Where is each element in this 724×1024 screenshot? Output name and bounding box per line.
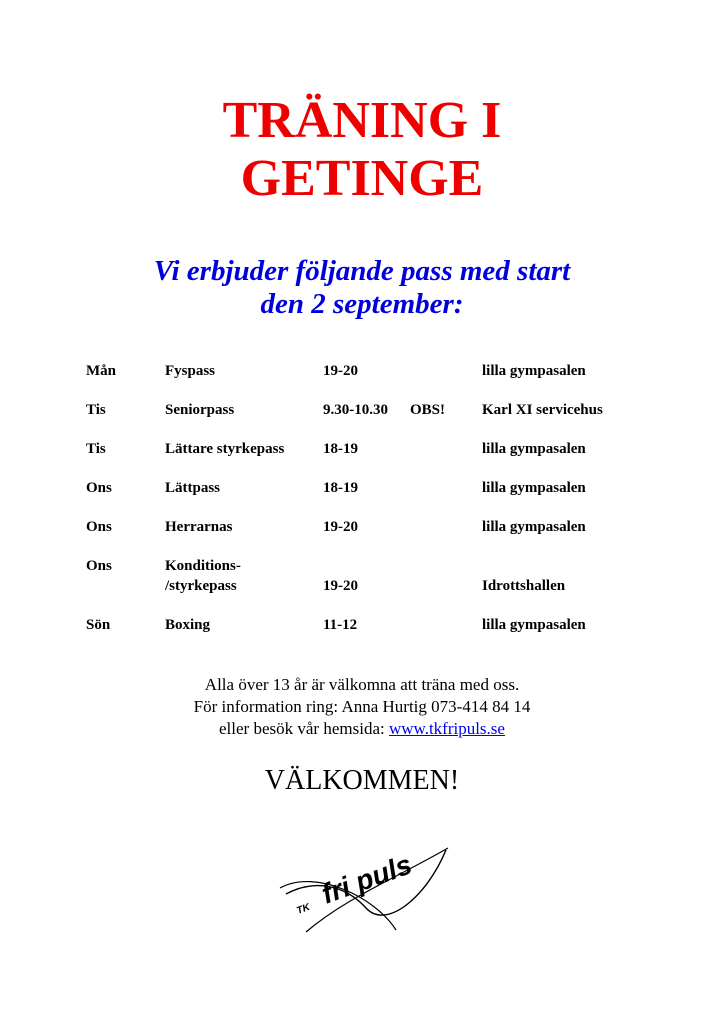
info-text bbox=[0, 674, 724, 740]
subtitle bbox=[0, 255, 724, 321]
schedule-time: 11-12 bbox=[323, 617, 358, 633]
schedule-day: Ons bbox=[86, 558, 112, 574]
schedule-activity: Herrarnas bbox=[165, 519, 233, 535]
schedule-time: 9.30-10.30 bbox=[323, 402, 388, 418]
schedule-place: lilla gympasalen bbox=[482, 480, 586, 496]
info-line-2: För information ring: Anna Hurtig 073-414 84 14 bbox=[193, 697, 531, 716]
schedule-place: lilla gympasalen bbox=[482, 519, 586, 535]
schedule-place: lilla gympasalen bbox=[482, 441, 586, 457]
schedule-time: 19-20 bbox=[323, 519, 358, 535]
website-link[interactable]: www.tkfripuls.se bbox=[388, 719, 505, 738]
schedule-activity: Fyspass bbox=[165, 363, 216, 379]
schedule-place: lilla gympasalen bbox=[482, 617, 586, 633]
schedule-note: OBS! bbox=[410, 402, 446, 418]
schedule-time: 18-19 bbox=[323, 480, 358, 496]
schedule-row bbox=[0, 439, 724, 479]
logo-main-text: fri puls bbox=[317, 848, 416, 910]
schedule-day: Tis bbox=[86, 441, 106, 457]
tk-fripuls-logo bbox=[276, 838, 452, 934]
page-title bbox=[0, 92, 724, 208]
welcome-text: VÄLKOMMEN! bbox=[264, 765, 460, 796]
schedule-day: Ons bbox=[86, 480, 112, 496]
schedule-row bbox=[0, 361, 724, 401]
schedule-row bbox=[0, 478, 724, 518]
subtitle-line-1: Vi erbjuder följande pass med start bbox=[153, 255, 571, 287]
schedule-activity: Konditions- bbox=[165, 558, 241, 574]
schedule-activity: Boxing bbox=[165, 617, 211, 633]
info-line-1: Alla över 13 år är välkomna att träna med oss. bbox=[204, 675, 520, 694]
logo-graphic bbox=[276, 838, 452, 934]
schedule-time: 18-19 bbox=[323, 441, 358, 457]
schedule-activity: Lättare styrkepass bbox=[165, 441, 285, 457]
schedule-activity: Lättpass bbox=[165, 480, 221, 496]
schedule-place: lilla gympasalen bbox=[482, 363, 586, 379]
schedule-row bbox=[0, 556, 724, 616]
logo-small-text: TK bbox=[295, 901, 312, 917]
title-line-2: GETINGE bbox=[240, 150, 484, 207]
schedule-activity: Seniorpass bbox=[165, 402, 235, 418]
schedule-row bbox=[0, 517, 724, 557]
schedule-time: 19-20 bbox=[323, 363, 358, 379]
schedule-day: Ons bbox=[86, 519, 112, 535]
schedule-row bbox=[0, 400, 724, 440]
schedule-day: Mån bbox=[86, 363, 116, 379]
schedule-day: Sön bbox=[86, 617, 111, 633]
schedule-day: Tis bbox=[86, 402, 106, 418]
info-line-3 bbox=[0, 718, 724, 740]
schedule-place: Karl XI servicehus bbox=[482, 402, 603, 418]
info-line-3-prefix: eller besök vår hemsida: bbox=[219, 719, 385, 738]
schedule-row bbox=[0, 615, 724, 655]
schedule-activity-continued: /styrkepass bbox=[165, 578, 237, 594]
schedule-place: Idrottshallen bbox=[482, 578, 566, 594]
schedule-time: 19-20 bbox=[323, 578, 358, 594]
title-line-1: TRÄNING I bbox=[222, 92, 502, 149]
subtitle-line-2: den 2 september: bbox=[260, 288, 464, 320]
